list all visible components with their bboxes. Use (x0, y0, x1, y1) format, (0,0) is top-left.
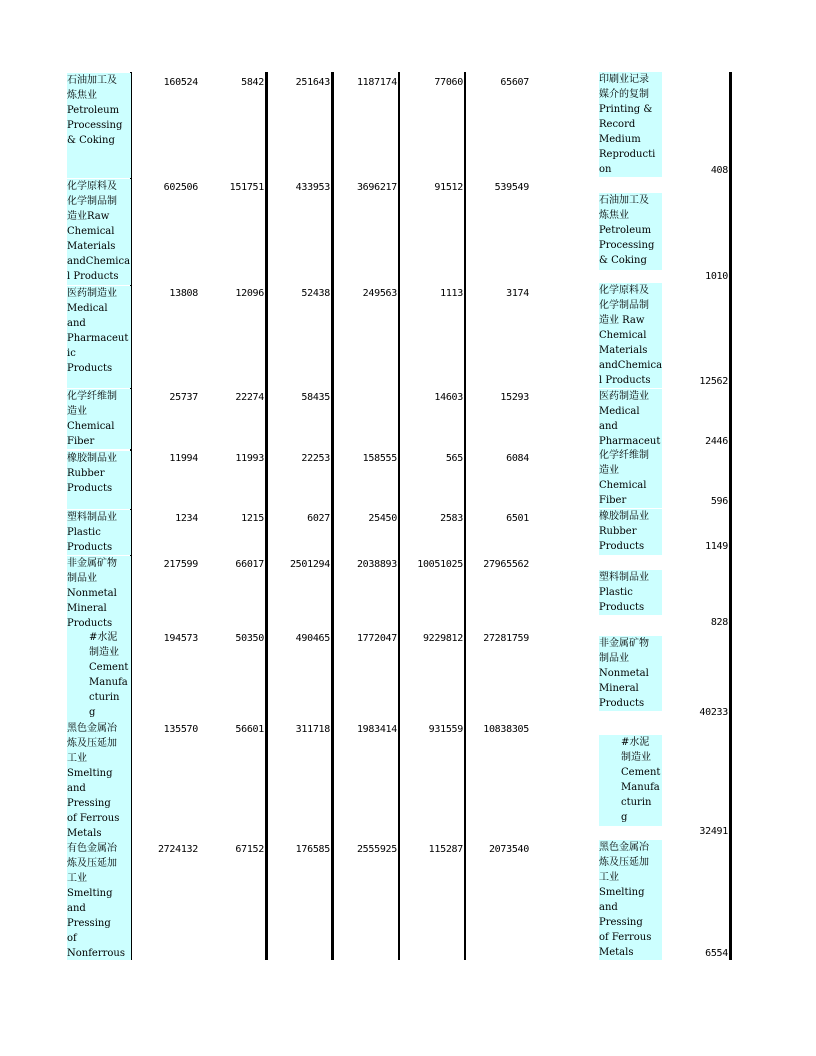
cell-value: 828 (710, 617, 728, 628)
cell-value: 176585 (295, 844, 330, 855)
cell-value: 433953 (295, 182, 330, 193)
cell-value: 249563 (362, 288, 397, 299)
cell-value: 1234 (175, 513, 198, 524)
cell-value: 490465 (295, 633, 330, 644)
cell-value: 539549 (494, 182, 529, 193)
cell-value: 40233 (699, 707, 728, 718)
cell-value: 596 (710, 496, 728, 507)
row-label: 有色金属冶 炼及压延加 工业 Smelting and Pressing of Nonferrous (67, 841, 131, 960)
row-label: 塑料制品业 Plastic Products (599, 570, 662, 615)
row-label: 化学原料及 化学制品制 造业 Raw Chemical Materials andChemica l Products (599, 285, 662, 386)
cell-value: 65607 (500, 77, 529, 88)
cell-value: 311718 (295, 724, 330, 735)
cell-value: 217599 (163, 559, 198, 570)
cell-value: 2583 (440, 513, 463, 524)
cell-value: 12562 (699, 376, 728, 387)
cell-value: 66017 (235, 559, 264, 570)
cell-value: 14603 (434, 392, 463, 403)
cell-value: 2501294 (289, 559, 330, 570)
cell-value: 151751 (229, 182, 264, 193)
cell-value: 408 (710, 165, 728, 176)
cell-value: 6501 (506, 513, 529, 524)
cell-value: 602506 (163, 182, 198, 193)
cell-value: 91512 (434, 182, 463, 193)
cell-value: 194573 (163, 633, 198, 644)
cell-value: 58435 (301, 392, 330, 403)
cell-value: 50350 (235, 633, 264, 644)
cell-value: 565 (445, 453, 463, 464)
cell-value: 3174 (506, 288, 529, 299)
column-divider (729, 72, 732, 960)
cell-value: 6554 (705, 948, 728, 959)
row-label: 非金属矿物 制品业 Nonmetal Mineral Products (67, 556, 131, 631)
row-label: 医药制造业 Medical and Pharmaceut ic Products (67, 286, 131, 388)
row-label: 橡胶制品业 Rubber Products (67, 451, 131, 509)
cell-value: 22253 (301, 453, 330, 464)
cell-value: 27965562 (483, 559, 529, 570)
cell-value: 115287 (428, 844, 463, 855)
cell-value: 22274 (235, 392, 264, 403)
cell-value: 2038893 (356, 559, 397, 570)
cell-value: 1187174 (356, 77, 397, 88)
cell-value: 56601 (235, 724, 264, 735)
cell-value: 1010 (705, 271, 728, 282)
cell-value: 158555 (362, 453, 397, 464)
cell-value: 11993 (235, 453, 264, 464)
cell-value: 1772047 (356, 633, 397, 644)
cell-value: 2555925 (356, 844, 397, 855)
row-label: 非金属矿物 制品业 Nonmetal Mineral Products (599, 636, 662, 711)
cell-value: 25737 (169, 392, 198, 403)
row-label: #水泥 制造业 Cement Manufa cturin g (599, 735, 662, 826)
cell-value: 27281759 (483, 633, 529, 644)
row-label: 塑料制品业 Plastic Products (67, 510, 131, 555)
row-label: 医药制造业 Medical and Pharmaceut (599, 391, 661, 447)
cell-value: 160524 (163, 77, 198, 88)
row-label: 石油加工及 炼焦业 Petroleum Processing & Coking (67, 73, 131, 178)
row-label: 橡胶制品业 Rubber Products (599, 509, 662, 555)
row-label: #水泥 制造业 Cement Manufa cturin g (67, 630, 131, 721)
cell-value: 1149 (705, 541, 728, 552)
row-label: 化学纤维制 造业 Chemical Fiber (599, 448, 662, 508)
row-label: 黑色金属冶 炼及压延加 工业 Smelting and Pressing of Ferrous Metals (599, 840, 662, 960)
cell-value: 15293 (500, 392, 529, 403)
cell-value: 2073540 (488, 844, 529, 855)
cell-value: 11994 (169, 453, 198, 464)
cell-value: 1113 (440, 288, 463, 299)
cell-value: 12096 (235, 288, 264, 299)
row-label: 石油加工及 炼焦业 Petroleum Processing & Coking (599, 193, 662, 270)
cell-value: 2724132 (157, 844, 198, 855)
row-label: 化学纤维制 造业 Chemical Fiber (67, 389, 131, 449)
cell-value: 10051025 (417, 559, 463, 570)
cell-value: 67152 (235, 844, 264, 855)
cell-value: 1215 (241, 513, 264, 524)
cell-value: 10838305 (483, 724, 529, 735)
cell-value: 6084 (506, 453, 529, 464)
row-label: 化学原料及 化学制品制 造业Raw Chemical Materials andChemica l Products (67, 179, 131, 285)
cell-value: 25450 (368, 513, 397, 524)
cell-value: 931559 (428, 724, 463, 735)
cell-value: 5842 (241, 77, 264, 88)
cell-value: 9229812 (422, 633, 463, 644)
cell-value: 3696217 (356, 182, 397, 193)
cell-value: 2446 (705, 436, 728, 447)
cell-value: 135570 (163, 724, 198, 735)
cell-value: 251643 (295, 77, 330, 88)
cell-value: 32491 (699, 826, 728, 837)
row-label: 印刷业记录 媒介的复制 Printing & Record Medium Reproducti on (599, 72, 662, 177)
cell-value: 52438 (301, 288, 330, 299)
row-label: 黑色金属冶 炼及压延加 工业 Smelting and Pressing of Ferrous Metals (67, 721, 131, 841)
cell-value: 13808 (169, 288, 198, 299)
cell-value: 77060 (434, 77, 463, 88)
cell-value: 6027 (307, 513, 330, 524)
cell-value: 1983414 (356, 724, 397, 735)
